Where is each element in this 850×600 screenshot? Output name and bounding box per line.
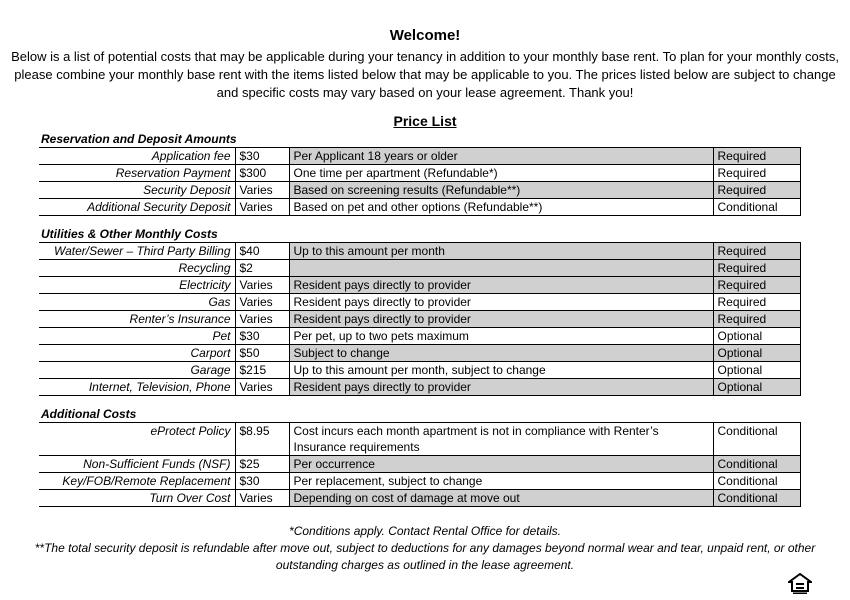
fee-label: eProtect Policy bbox=[39, 423, 235, 456]
fee-status: Required bbox=[713, 243, 800, 260]
section-title: Reservation and Deposit Amounts bbox=[41, 132, 237, 146]
fee-amount: Varies bbox=[235, 277, 289, 294]
fee-status: Required bbox=[713, 260, 800, 277]
price-row bbox=[39, 199, 800, 216]
price-row bbox=[39, 243, 800, 260]
section-title: Additional Costs bbox=[41, 407, 137, 421]
fee-description: Per Applicant 18 years or older bbox=[289, 148, 713, 165]
fee-status: Required bbox=[713, 165, 800, 182]
fee-label: Water/Sewer – Third Party Billing bbox=[39, 243, 235, 260]
fee-amount: $300 bbox=[235, 165, 289, 182]
fee-amount: $2 bbox=[235, 260, 289, 277]
fee-label: Pet bbox=[39, 328, 235, 345]
fee-amount: $40 bbox=[235, 243, 289, 260]
price-row bbox=[39, 345, 800, 362]
equal-housing-opportunity-icon bbox=[788, 573, 812, 595]
fee-description: Per occurrence bbox=[289, 456, 713, 473]
section-header bbox=[39, 226, 800, 243]
fee-description: Based on pet and other options (Refundable**) bbox=[289, 199, 713, 216]
fee-status: Conditional bbox=[713, 490, 800, 507]
fee-status: Optional bbox=[713, 362, 800, 379]
fee-status: Required bbox=[713, 148, 800, 165]
section-header bbox=[39, 406, 800, 423]
fee-description: One time per apartment (Refundable*) bbox=[289, 165, 713, 182]
price-row bbox=[39, 362, 800, 379]
section-title: Utilities & Other Monthly Costs bbox=[41, 227, 218, 241]
fee-label: Security Deposit bbox=[39, 182, 235, 199]
section-spacer bbox=[39, 396, 800, 407]
fee-label: Renter’s Insurance bbox=[39, 311, 235, 328]
fee-label: Internet, Television, Phone bbox=[39, 379, 235, 396]
fee-description bbox=[289, 260, 713, 277]
price-row bbox=[39, 423, 800, 456]
fee-label: Non-Sufficient Funds (NSF) bbox=[39, 456, 235, 473]
fee-amount: $215 bbox=[235, 362, 289, 379]
fee-label: Reservation Payment bbox=[39, 165, 235, 182]
fee-status: Conditional bbox=[713, 423, 800, 456]
fee-description: Per replacement, subject to change bbox=[289, 473, 713, 490]
fee-status: Required bbox=[713, 182, 800, 199]
fee-status: Optional bbox=[713, 328, 800, 345]
fee-description: Cost incurs each month apartment is not in compliance with Renter’s Insurance requirements bbox=[289, 423, 713, 456]
fee-label: Electricity bbox=[39, 277, 235, 294]
section-header bbox=[39, 131, 800, 148]
fee-description: Depending on cost of damage at move out bbox=[289, 490, 713, 507]
fee-description: Resident pays directly to provider bbox=[289, 311, 713, 328]
fee-amount: Varies bbox=[235, 294, 289, 311]
price-row bbox=[39, 148, 800, 165]
price-table bbox=[39, 131, 801, 507]
fee-status: Required bbox=[713, 277, 800, 294]
price-row bbox=[39, 473, 800, 490]
fee-description: Resident pays directly to provider bbox=[289, 294, 713, 311]
fee-amount: Varies bbox=[235, 379, 289, 396]
price-row bbox=[39, 182, 800, 199]
footnote-conditions: *Conditions apply. Contact Rental Office for details. bbox=[289, 524, 561, 538]
fee-label: Carport bbox=[39, 345, 235, 362]
fee-amount: $30 bbox=[235, 328, 289, 345]
fee-status: Conditional bbox=[713, 199, 800, 216]
fee-amount: $8.95 bbox=[235, 423, 289, 456]
fee-amount: Varies bbox=[235, 311, 289, 328]
fee-label: Recycling bbox=[39, 260, 235, 277]
fee-amount: Varies bbox=[235, 490, 289, 507]
fee-description: Up to this amount per month, subject to change bbox=[289, 362, 713, 379]
fee-amount: Varies bbox=[235, 199, 289, 216]
price-row bbox=[39, 311, 800, 328]
fee-description: Resident pays directly to provider bbox=[289, 379, 713, 396]
section-spacer bbox=[39, 216, 800, 227]
fee-label: Turn Over Cost bbox=[39, 490, 235, 507]
fee-status: Optional bbox=[713, 379, 800, 396]
fee-label: Key/FOB/Remote Replacement bbox=[39, 473, 235, 490]
footnote-security-deposit: **The total security deposit is refundable after move out, subject to deductions for any damages beyond normal wear and tear, unpaid rent, or other outstanding charges as outlined in the lease agreement. bbox=[34, 541, 816, 572]
fee-label: Application fee bbox=[39, 148, 235, 165]
fee-description: Per pet, up to two pets maximum bbox=[289, 328, 713, 345]
price-row bbox=[39, 277, 800, 294]
fee-amount: Varies bbox=[235, 182, 289, 199]
fee-amount: $50 bbox=[235, 345, 289, 362]
fee-status: Conditional bbox=[713, 473, 800, 490]
intro-paragraph: Below is a list of potential costs that may be applicable during your tenancy in addition to your monthly base rent. To plan for your monthly costs, please combine your monthly base rent with the items listed below that may be applicable to you. The prices listed below are subject to change and specific costs may vary based on your lease agreement. Thank you! bbox=[11, 49, 839, 100]
fee-label: Gas bbox=[39, 294, 235, 311]
price-table-body bbox=[39, 131, 800, 507]
price-row bbox=[39, 294, 800, 311]
fee-description: Subject to change bbox=[289, 345, 713, 362]
fee-status: Conditional bbox=[713, 456, 800, 473]
fee-description: Resident pays directly to provider bbox=[289, 277, 713, 294]
fee-label: Garage bbox=[39, 362, 235, 379]
price-list-title: Price List bbox=[393, 113, 457, 129]
fee-status: Required bbox=[713, 311, 800, 328]
price-row bbox=[39, 379, 800, 396]
price-row bbox=[39, 456, 800, 473]
fee-label: Additional Security Deposit bbox=[39, 199, 235, 216]
fee-description: Based on screening results (Refundable**) bbox=[289, 182, 713, 199]
fee-amount: $30 bbox=[235, 148, 289, 165]
price-row bbox=[39, 490, 800, 507]
fee-status: Required bbox=[713, 294, 800, 311]
fee-amount: $30 bbox=[235, 473, 289, 490]
price-row bbox=[39, 260, 800, 277]
footnotes bbox=[20, 523, 830, 574]
page-title: Welcome! bbox=[389, 27, 461, 44]
fee-description: Up to this amount per month bbox=[289, 243, 713, 260]
fee-status: Optional bbox=[713, 345, 800, 362]
price-row bbox=[39, 165, 800, 182]
fee-amount: $25 bbox=[235, 456, 289, 473]
price-row bbox=[39, 328, 800, 345]
